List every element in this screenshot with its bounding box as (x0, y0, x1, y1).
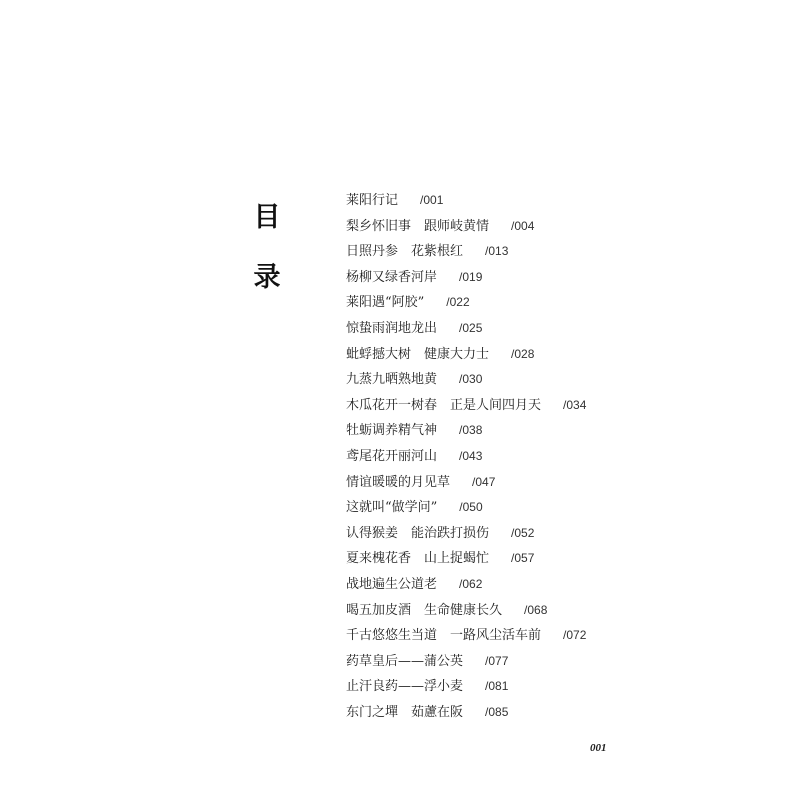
toc-entry-title: 梨乡怀旧事 跟师岐黄情 (346, 218, 490, 234)
toc-entry-page: /025 (459, 320, 483, 335)
toc-entry-page: /001 (420, 193, 444, 207)
toc-entry-title: 莱阳遇“阿胶” (346, 295, 425, 311)
toc-entry[interactable] (346, 598, 646, 624)
toc-entry-page: /077 (485, 653, 509, 668)
toc-entry[interactable] (346, 418, 646, 444)
toc-entry-title: 日照丹参 花紫根红 (346, 244, 464, 260)
toc-entry-page: /013 (485, 244, 509, 259)
toc-entry-title: 东门之墠 茹藘在阪 (346, 704, 464, 720)
toc-entry-title: 鸢尾花开丽河山 (346, 448, 438, 464)
toc-entry-page: /004 (511, 218, 535, 233)
toc-entry[interactable] (346, 316, 646, 342)
toc-entry-page: /034 (563, 397, 587, 412)
toc-entry[interactable] (346, 393, 646, 419)
toc-entry-page: /038 (459, 423, 483, 438)
toc-entry-page: /057 (511, 551, 535, 566)
toc-entry-title: 这就叫“做学问” (346, 500, 438, 516)
toc-entry[interactable] (346, 546, 646, 572)
toc-entry-page: /030 (459, 372, 483, 387)
toc-list (346, 188, 646, 725)
toc-entry-page: /081 (485, 679, 509, 694)
toc-entry-page: /022 (446, 295, 470, 310)
toc-entry-title: 蚍蜉撼大树 健康大力士 (346, 346, 490, 362)
toc-entry-page: /047 (472, 474, 496, 489)
toc-entry-title: 牡蛎调养精气神 (346, 423, 438, 439)
toc-entry[interactable] (346, 188, 646, 214)
toc-entry[interactable] (346, 239, 646, 265)
toc-entry-page: /062 (459, 576, 483, 591)
toc-entry[interactable] (346, 674, 646, 700)
toc-entry[interactable] (346, 623, 646, 649)
toc-entry[interactable] (346, 470, 646, 496)
toc-entry[interactable] (346, 367, 646, 393)
page-number: 001 (590, 742, 607, 754)
toc-entry[interactable] (346, 265, 646, 291)
toc-entry-title: 千古悠悠生当道 一路风尘活车前 (346, 628, 542, 644)
toc-entry-page: /068 (524, 602, 548, 617)
toc-entry-title: 情谊暖暖的月见草 (346, 474, 451, 490)
toc-entry[interactable] (346, 214, 646, 240)
toc-entry-title: 认得猴姜 能治跌打损伤 (346, 525, 490, 541)
heading-char-1: 目 (253, 202, 281, 233)
toc-entry[interactable] (346, 521, 646, 547)
toc-entry-page: /028 (511, 346, 535, 361)
toc-entry-title: 夏来槐花香 山上捉蝎忙 (346, 551, 490, 567)
toc-heading (249, 188, 285, 308)
toc-entry[interactable] (346, 290, 646, 316)
toc-entry[interactable] (346, 649, 646, 675)
toc-entry-title: 木瓜花开一树春 正是人间四月天 (346, 397, 542, 413)
toc-entry-page: /085 (485, 704, 509, 719)
toc-entry-page: /052 (511, 525, 535, 540)
toc-entry[interactable] (346, 444, 646, 470)
toc-entry-title: 莱阳行记 (346, 193, 399, 208)
toc-entry[interactable] (346, 495, 646, 521)
toc-entry-page: /050 (459, 500, 483, 515)
toc-entry-title: 喝五加皮酒 生命健康长久 (346, 602, 503, 618)
toc-entry-title: 药草皇后——蒲公英 (346, 653, 464, 669)
toc-entry[interactable] (346, 700, 646, 726)
toc-entry[interactable] (346, 572, 646, 598)
toc-entry-page: /072 (563, 628, 587, 643)
toc-entry-title: 杨柳又绿香河岸 (346, 269, 438, 285)
toc-entry-page: /019 (459, 269, 483, 284)
heading-char-2: 录 (253, 262, 281, 293)
toc-entry-title: 九蒸九晒熟地黄 (346, 372, 438, 388)
toc-entry-title: 止汗良药——浮小麦 (346, 679, 464, 695)
toc-entry-title: 惊蛰雨润地龙出 (346, 320, 438, 336)
toc-entry-page: /043 (459, 448, 483, 463)
toc-entry-title: 战地遍生公道老 (346, 576, 438, 592)
toc-entry[interactable] (346, 342, 646, 368)
